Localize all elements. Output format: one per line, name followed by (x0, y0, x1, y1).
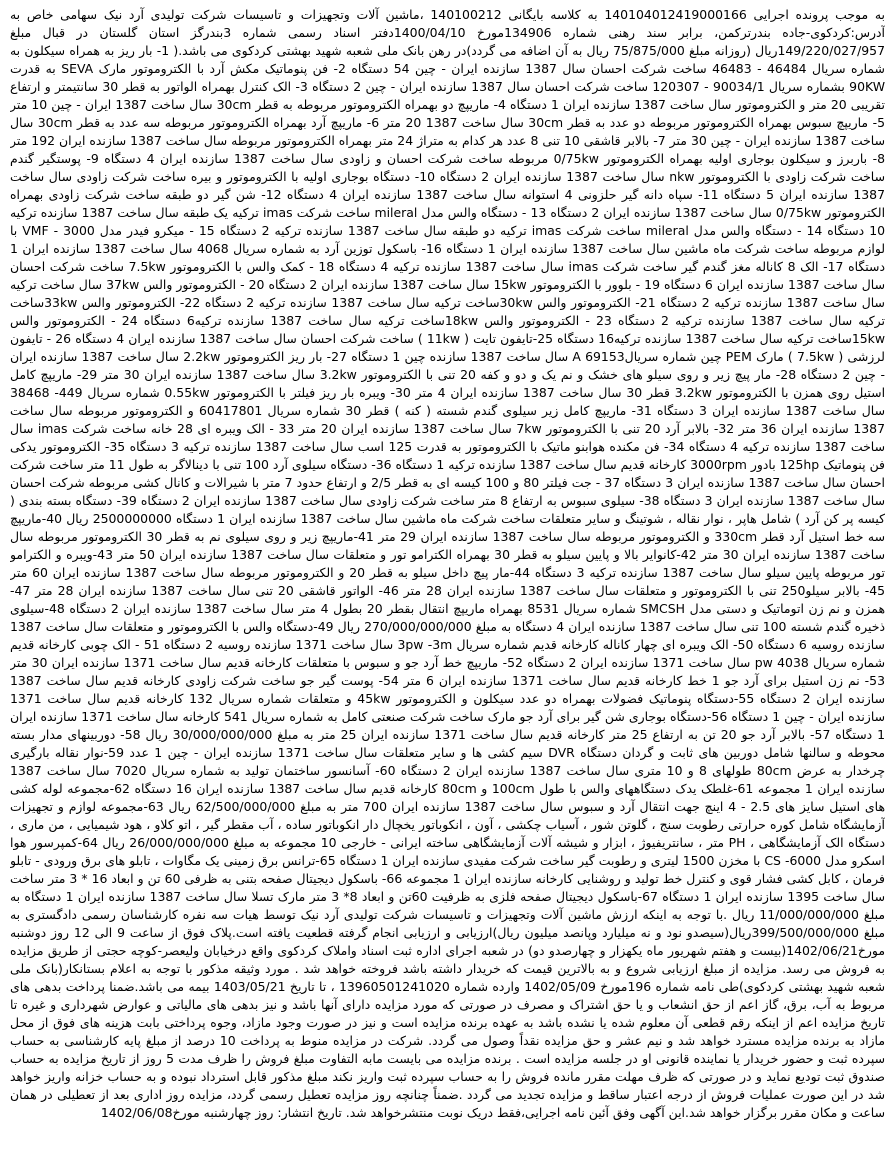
notice-body-text: به موجب پرونده اجرایی 140104012419000166 به کلاسه بایگانی 140100212 ،ماشین آلات وتجهیزات و تاسیسات شرکت تولیدی آرد نیک سهامی خاص به آدرس:کردکوی-جاده بندرترکمن، برابر سند رهنی شماره 134906مورخ 1400/04/10دفتر اسناد رسمی شماره 3بندرگز استان گلستان در قبال مبلغ 149/220/027/957ریال (روزانه مبلغ 75/875/000 ریال به آن اضافه می گردد)در رهن بانک ملی شعبه شهید بهشتی کردکوی می باشد.( 1- بار ریز به همراه سیکلون به شماره سریال 46484 - 46483 ساخت شرکت احسان سال 1387 سازنده ایران - چین 54 دستگاه 2- فن پنوماتیک مکش آرد با الکتروموتور مارک SEVA به قدرت 90KW بشماره سریال 90034/1 - 120307 ساخت شرکت احسان سال 1387 سازنده ایران - چین 2 دستگاه 3- الک کنترل بهمراه الواتور به قطر 30 سانتیمتر و ارتفاع تقریبی 20 متر و الکتروموتور سال ساخت 1387 سازنده ایران 1 دستگاه 4- ماریپچ دو بهمراه الکتروموتور مربوطه به قطر 30cm سال ساخت 1387 ایران - چین 10 متر 5- ماریپچ سبوس بهمراه الکتروموتور مربوطه دو عدد به قطر 30cm سال ساخت 1387 20 متر 6- ماریپچ آرد بهمراه الکتروموتور مربوطه سه عدد به قطر 30cm سال ساخت 1387 سازنده ایران - چین 30 متر 7- بالابر قاشقی 10 تنی 8 عدد هر کدام به متراژ 24 متر بهمراه الکتروموتور مربوطه سال ساخت 1387 سازنده ایران 192 متر 8- باربرز و سیکلون بوجاری اولیه بهمراه الکتروموتور 0/75kw مربوطه ساخت شرکت احسان و زاودی سال ساخت 1387 سازنده ایران 4 دستگاه 9- پوستگیر گندم ساخت شرکت زاودی با الکتروموتور nkw سال ساخت 1387 سازنده ایران 2 دستگاه 10- دستگاه بوجاری اولیه با الکتروموتور و بیره ساخت شرکت زاودی سال ساخت 1387 سازنده ایران 5 دستگاه 11- سپاه دانه گیر حلزونی 4 استوانه سال ساخت 1387 سازنده ایران 4 دستگاه 12- شن گیر دو طبقه ساخت شرکت زاودی بهمراه الکتروموتور 0/75kw سال ساخت 1387 سازنده ایران 2 دستگاه 13 - دستگاه والس مدل mileral ساخت شرکت imas ترکیه یک طبقه سال ساخت 1387 سازنده ترکیه 10 دستگاه 14 - دستگاه والس مدل mileral ساخت شرکت imas ترکیه دو طبقه سال ساخت 1387 سازنده ترکیه 2 دستگاه 15 - میکرو فیدر مدل 3000 - VMF با لوازم مربوطه ساخت شرکت ماه ماشین سال ساخت 1387 سازنده ایران 1 دستگاه 16- باسکول توزین آرد به شماره سریال 4068 سال ساخت 1387 سازنده ایران 1 دستگاه 17- الک 8 کاناله مغز گندم گیر ساخت شرکت imas سال ساخت 1387 سازنده ترکیه 4 دستگاه 18 - کمک والس با الکتروموتور 7.5kw ساخت شرکت احسان سال ساخت 1387 سازنده ایران 6 دستگاه 19 - بلوور با الکتروموتور 15kw سال ساخت 1387 سازنده ایران 2 دستگاه 20 - الکتروموتور والس 37kw سال ساخت ترکیه سال ساخت 1387 سازنده ترکیه 2 دستگاه 21- الکتروموتور والس 30kwساخت ترکیه سال ساخت 1387 سازنده ترکیه 2 دستگاه 22- الکتروموتور والس 33kwساخت ترکیه سال ساخت 1387 سازنده ترکیه 2 دستگاه 23 - الکتروموتور والس 18kwساخت ترکیه سال ساخت 1387 سازنده ترکیه6 دستگاه 24 - الکتروموتور والس 15kwساخت ترکیه سال ساخت 1387 سازنده ترکیه16 دستگاه 25-تایفون تایت ( 11kw ) ساخت شرکت احسان سال ساخت 1387 سازنده ایران 4 دستگاه 26 - تایفون لرزشی ( 7.5kw ) مارک PEM چین شماره سریال69153 A سال ساخت 1387 سازنده چین 1 دستگاه 27- بار ریز الکتروموتور 2.2kw سال ساخت 1387 سازنده ایران - چین 2 دستگاه 28- مار پیچ زیر و روی سیلو های خشک و نم یک و دو و کفه 20 تنی با الکتروموتور 3.2kw سال ساخت 1387 سازنده ایران 30 متر 29- ماریپچ کامل استیل روی همزن با الکتروموتور 3.2kw قطر 30 سال ساخت 1387 سازنده ایران 4 متر 30- ویبره بار ریز فیلتر با الکتروموتور 0.55kw شماره سریال 449- 38468 سال ساخت 1387 سازنده ایران 3 دستگاه 31- ماریپچ کامل زیر سیلوی گندم شسته ( کنه ) قطر 30 شماره سریال 60417801 و الکتروموتور مربوطه سال ساخت 1387 سازنده ایران 36 متر 32- بالابر آرد 20 تنی با الکتروموتور 7kw سال ساخت 1387 سازنده ایران 20 متر 33 - الک ویبره ای 28 خانه ساخت شرکت imas سال ساخت 1387 سازنده ترکیه 4 دستگاه 34- فن مکنده هوابنو ماتیک با الکتروموتور به قدرت 125 اسب سال ساخت 1387 سازنده ترکیه 3 دستگاه 35- الکتروموتور یدکی فن پنوماتیک 125hp بادور 3000rpm کارخانه قدیم سال ساخت 1387 سازنده ترکیه 1 دستگاه 36- دستگاه سیلوی آرد 100 تنی با دینالاگر به طول 11 متر ساخت شرکت احسان سال ساخت 1387 سازنده ایران 3 دستگاه 37 - جت فیلتر 80 و 100 کیسه ای به قطر 2/5 و ارتفاع حدود 7 متر با شیرالات و کانال کشی مربوطه شرکت احسان سال ساخت 1387 سازنده ایران 3 دستگاه 38- سیلوی سبوس به ارتفاع 8 متر ساخت شرکت زاودی سال ساخت 1387 سازنده ایران 2 دستگاه 39- دستگاه بسته بندی ( کیسه پر کن آرد ) شامل هاپر ، نوار نقاله ، شوتینگ و سایر متعلقات ساخت شرکت ماه ماشین سال ساخت 1387 سازنده ایران 1 دستگاه 2500000000 ریال 40-ماریپچ سه خط استیل آرد قطر 330cm و الکتروموتور مربوطه سال ساخت 1387 سازنده ایران 29 متر 41-ماریپچ زیر و روی سیلوی نم به قطر 30 الکتروموتور مربوطه سال ساخت 1387 سازنده ایران 30 متر 42-کانوایر بالا و پایین سیلو به قطر 30 بهمراه الکترامو تور و متعلقات سال ساخت 1387 سازنده ایران 50 متر 43-ویبره و الکترامو تور مربوطه پایین سیلو سال ساخت 1387 سازنده ترکیه 3 دستگاه 44-مار پیچ داخل سیلو به قطر 20 و الکتروموتور مربوطه سال ساخت 1387 سازنده ایران 60 متر 45- بالابر سیلو250 تنی با الکتروموتور و متعلقات سال ساخت 1387 سازنده ایران 28 متر 46- الواتور قاشقی 20 تنی سال ساخت 1387 سازنده ایران 28 متر 47-همزن و نم زن اتوماتیک و دستی مدل SMCSH شماره سریال 8531 بهمراه ماریپچ انتقال بقطر 20 بطول 4 متر سال ساخت 1387 سازنده ایران 2 دستگاه 48-سیلوی ذخیره گندم شسته 100 تنی سال ساخت 1387 سازنده ایران 4 دستگاه به مبلغ 270/000/000/000 ریال 49-دستگاه والس با الکتروموتور و متعلقات سال ساخت 1387 سازنده روسیه 6 دستگاه 50- الک ویبره ای چهار کاناله کارخانه قدیم شماره سریال 3pw -3m سال ساخت 1371 سازنده روسیه 2 دستگاه 51 - الک چوبی کارخانه قدیم شماره سریال pw 4038 سال ساخت 1371 سازنده ایران 2 دستگاه 52- ماریپچ خط آرد جو و سبوس با متعلقات کارخانه قدیم سال ساخت 1371 سازنده ایران 30 متر 53- نم زن استیل برای آرد جو 1 خط کارخانه قدیم سال ساخت 1371 سازنده ایران 6 متر 54- پوست گیر جو ساخت شرکت زاودی کارخانه قدیم سال ساخت 1387 سازنده ایران 2 دستگاه 55-دستگاه پنوماتیک فضولات بهمراه دو عدد سیکلون و الکتروموتور 45kw و متعلقات شماره سریال 132 کارخانه قدیم سال ساخت 1371 سازنده ایران - چین 1 دستگاه 56-دستگاه بوجاری شن گیر برای آرد جو مارک ساخت شرکت صنعتی کامل به شماره سریال 541 کارخانه سال ساخت 1371 سازنده ایران 1 دستگاه 57- بالابر آرد جو 20 تن به ارتفاع 25 متر کارخانه قدیم سال ساخت 1371 سازنده ایران 25 متر به مبلغ 30/000/000/000 ریال 58- دوربینهای مدار بسته محوطه و سالنها شامل دوربین های ثابت و گردان دستگاه DVR سیم کشی ها و سایر متعلقات سال ساخت 1371 سازنده ایران - چین 1 عدد 59-نوار نقاله بارگیری چرخدار به عرض 80cm طولهای 8 و 10 متری سال ساخت 1387 سازنده ایران 2 دستگاه 60- آسانسور ساختمان تولید به شماره سریال 7020 سال ساخت 1387 سازنده ایران 1 مجموعه 61-غلطک یدک دستگاههای والس با طول 100cm و 80cm کارخانه قدیم سال ساخت 1387 سازنده ایران 16 دستگاه 62-مجموعه لوله کشی های استیل سایز های 2.5 - 4 اینچ جهت انتقال آرد و سبوس سال ساخت 1387 سازنده ایران 700 متر به مبلغ 62/500/000/000 ریال 63-مجموعه لوازم و تجهیزات آزمایشگاه شامل کوره حرارتی رطوبت سنج ، گلوتن شور ، آسیاب چکشی ، آون ، انکوباتور یخچال دار انکوباتور ساده ، آب مقطر گیر ، اتو کلاو ، هود شیمیایی ، من ماری ، دستگاه الک آزمایشگاهی ، PH متر ، سانتریفیوژ ، ابزار و شیشه آلات آزمایشگاهی ساخته ایرانی - خارجی 10 مجموعه به مبلغ 26/000/000/000 ریال 64-کمپرسور هوا اسکرو مدل CS -6000 با مخزن 1500 لیتری و رطوبت گیر ساخت شرکت مفیدی سازنده ایران 1 دستگاه 65-ترانس برق زمینی یک مگاوات ، تابلو های برق ورودی - تابلو فرمان ، کابل کشی فشار قوی و کنترل خط تولید و روشنایی کارخانه سازنده ایران 1 مجموعه 66- باسکول دیجیتال صفحه بتنی به ظرفی 60 تن و ابعاد 16 * 3 متر ساخت سال ساخت 1395 سازنده ایران 1 دستگاه 67-باسکول دیجیتال صفحه فلزی به ظرفیت 60تن و ابعاد 8* 3 متر مارک تسلا سال ساخت 1387 سازنده ایران 1 دستگاه به مبلغ 11/000/000/000 ریال .با توجه به اینکه ارزش ماشین آلات وتجهیزات و تاسیسات شرکت تولیدی آرد نیک توسط هیات سه نفره کارشناسان رسمی دادگستری به مبلغ 399/500/000/000ریال(سیصدو نود و نه میلیارد وپانصد میلیون ریال)ارزیابی و ارزیابی انجام گرفته قطعیت یافته است.پلاک فوق از ساعت 9 الی 12 روز دوشنبه مورخ1402/06/21(بیست و هفتم شهریور ماه یکهزار و چهارصدو دو) در شعبه اجرای اداره ثبت اسناد واملاک کردکوی واقع درخیابان ولیعصر-کوچه حجتی از طریق مزایده به فروش می رسد. مزایده از مبلغ ارزیابی شروع و به بالاترین قیمت که خریدار داشته باشد فروخته خواهد شد . مورد وثیقه مذکور با توجه به اعلام بستانکار(بانک ملی شعبه شهید بهشتی کردکوی)طی نامه شماره 196مورخ 1402/05/09 وارده شماره 13960501241020 ، تا تاریخ 1403/05/21 بیمه می باشد.ضمنا پرداخت بدهی های مربوط به آب، برق، گاز اعم از حق انشعاب و یا حق اشتراک و مصرف در صورتی که مورد مزایده دارای آنها باشد و نیز بدهی های مالیاتی و عوارض شهرداری و غیره تا تاریخ مزایده اعم از اینکه رقم قطعی آن معلوم شده یا نشده باشد به عهده برنده مزایده است و نیز در صورت وجود مازاد، وجوه پرداختی بابت هزینه های فوق از محل مازاد به برنده مزایده مسترد خواهد شد و نیم عشر و حق مزایده نقداً وصول می گردد. شرکت در مزایده منوط به پرداخت 10 درصد از مبلغ پایه کارشناسی به حساب سپرده ثبت و حضور خریدار یا نماینده قانونی او در جلسه مزایده است . برنده مزایده می بایست مابه التفاوت مبلغ فروش را ظرف مدت 5 روز از تاریخ مزایده به حساب صندوق ثبت تودیع نماید و در صورتی که ظرف مهلت مقرر مانده فروش را به حساب سپرده ثبت واریز نکند مبلغ مذکور قابل استرداد نبوده و به حساب خزانه واریز خواهد شد در این صورت عملیات فروش از درجه اعتبار ساقط و مزایده تجدید می گردد .ضمناً چنانچه روز مزایده تعطیل رسمی گردد، مزایده روز اداری بعد از تعطیلی در همان ساعت و مکان مقرر برگزار خواهد شد.این آگهی وفق آئین نامه اجرایی،فقط دریک نوبت منتشرخواهد شد. تاریخ انتشار: روز چهارشنبه مورخ1402/06/08 (10, 7, 885, 1120)
auction-notice (10, 6, 885, 1166)
